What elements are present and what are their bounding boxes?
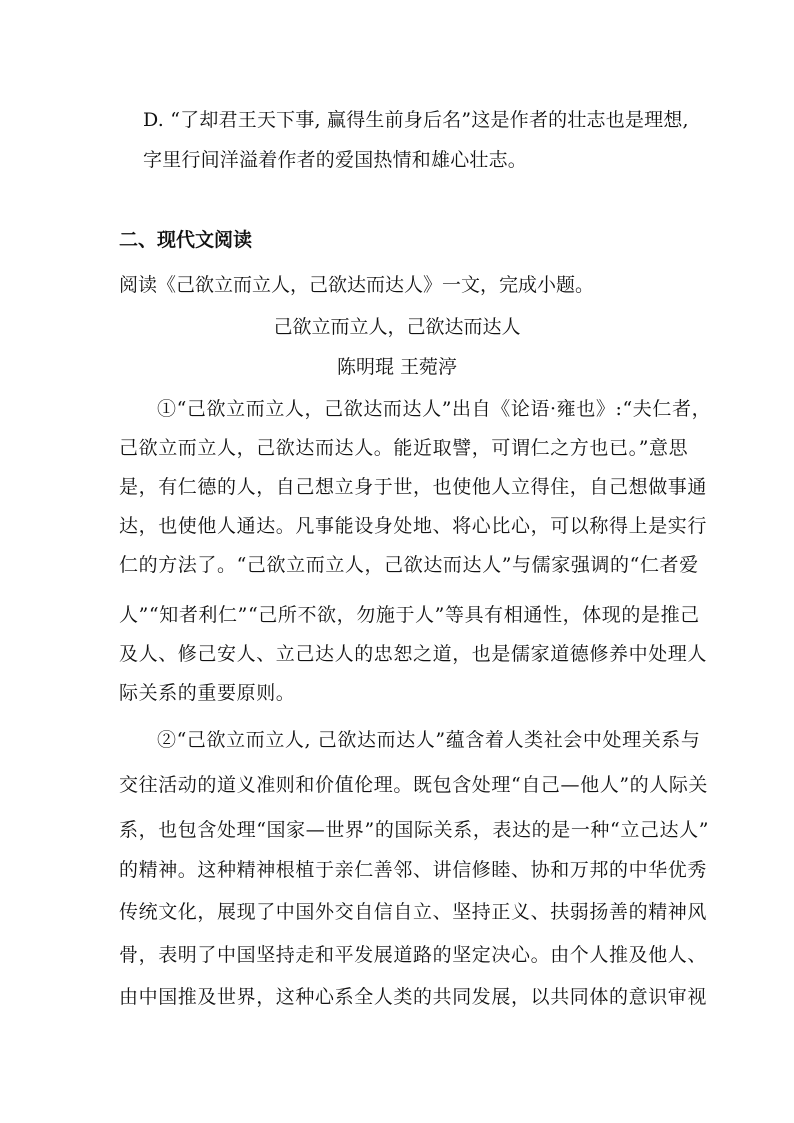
article-title: 己欲立而立人，己欲达而达人: [273, 316, 521, 338]
reading-instruction: 阅读《己欲立而立人，己欲达而达人》一文，完成小题。: [119, 274, 595, 296]
paragraph-1-line: 己欲立而立人，己欲达而达人。能近取譬，可谓仁之方也已。”意思: [119, 437, 689, 459]
article-authors: 陈明琨 王菀渟: [336, 356, 458, 378]
paragraph-1-line: ①“己欲立而立人，己欲达而达人”出自《论语·雍也》:“夫仁者，: [157, 398, 712, 420]
paragraph-1-line: 际关系的重要原则。: [119, 682, 296, 704]
paragraph-1-line: 达，也使他人通达。凡事能设身处地、将心比心，可以称得上是实行: [119, 515, 708, 537]
paragraph-2-line: 系，也包含处理“国家—世界”的国际关系，表达的是一种“立己达人”: [119, 819, 710, 841]
paragraph-2-line: ②“己欲立而立人, 己欲达而达人”蕴含着人类社会中处理关系与: [157, 729, 701, 751]
paragraph-2-line: 骨，表明了中国坚持走和平发展道路的坚定决心。由个人推及他人、: [119, 944, 708, 966]
paragraph-2-line: 交往活动的道义准则和价值伦理。既包含处理“自己—他人”的人际关: [119, 774, 709, 796]
paragraph-2-line: 由中国推及世界，这种心系全人类的共同发展，以共同体的意识审视: [119, 986, 708, 1008]
paragraph-2-line: 的精神。这种精神根植于亲仁善邻、讲信修睦、协和万邦的中华优秀: [119, 859, 708, 881]
section-heading: 二、现代文阅读: [119, 229, 253, 251]
paragraph-1-line: 及人、修己安人、立己达人的忠恕之道，也是儒家道德修养中处理人: [119, 643, 708, 665]
option-d-line-1: D. “了却君王天下事, 赢得生前身后名”这是作者的壮志也是理想,: [143, 109, 689, 131]
option-d-line-2: 字里行间洋溢着作者的爱国热情和雄心壮志。: [143, 149, 528, 171]
paragraph-1-line: 是，有仁德的人，自己想立身于世，也使他人立得住，自己想做事通: [119, 476, 708, 498]
paragraph-1-line: 人”“知者利仁”“己所不欲，勿施于人”等具有相通性，体现的是推己: [119, 604, 700, 626]
paragraph-1-line: 仁的方法了。“己欲立而立人，己欲达而达人”与儒家强调的“仁者爱: [119, 554, 699, 576]
paragraph-2-line: 传统文化，展现了中国外交自信自立、坚持正义、扶弱扬善的精神风: [119, 901, 708, 923]
